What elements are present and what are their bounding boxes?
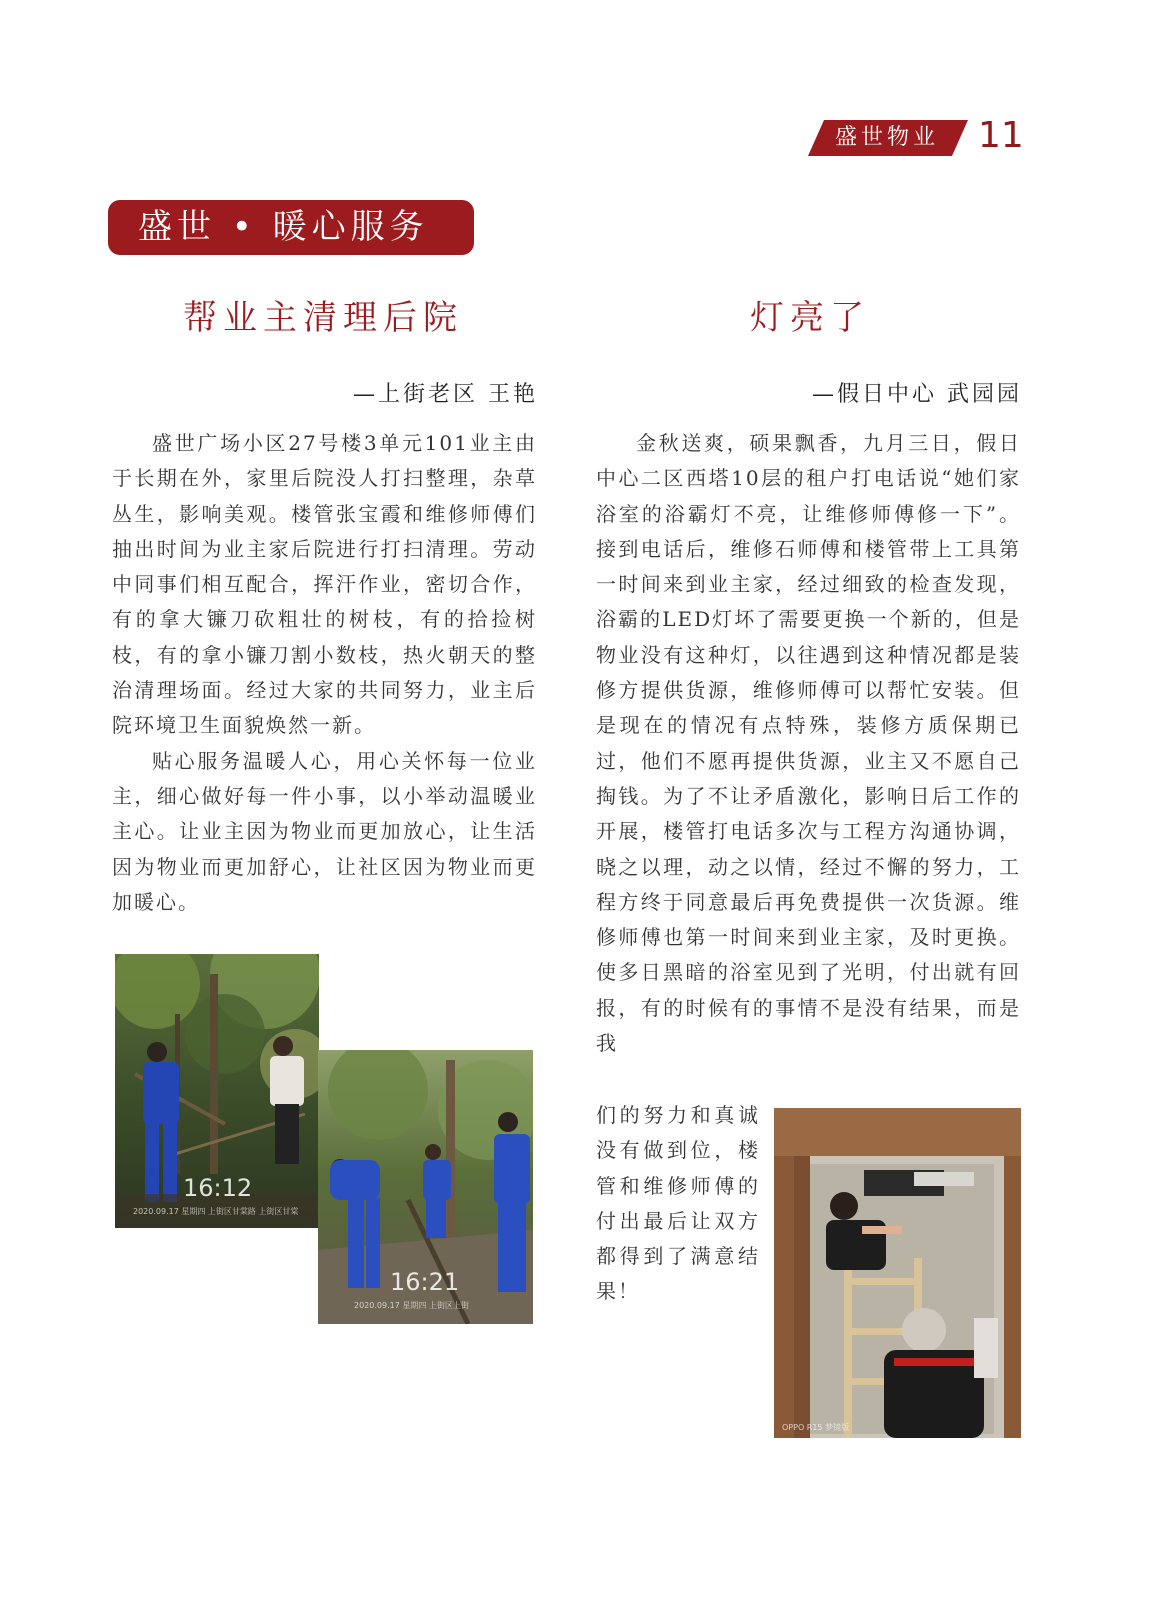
left-article-title: 帮业主清理后院 [183, 298, 463, 338]
section-banner-title: 盛世 • 暖心服务 [138, 207, 429, 247]
photo2-caption: 2020.09.17 星期四 上街区上街 [354, 1301, 469, 1310]
left-article-body [112, 426, 537, 956]
right-paragraph-main: 金秋送爽，硕果飘香，九月三日，假日中心二区西塔10层的租户打电话说“她们家浴室的浴霸灯不亮，让维修师傅修一下”。接到电话后，维修石师傅和楼管带上工具第一时间来到业主家，经过细致的检查发现，浴霸的LED灯坏了需要更换一个新的，但是物业没有这种灯，以往遇到这种情况都是装修方提供货源，维修师傅可以帮忙安装。但是现在的情况有点特殊，装修方质保期已过，他们不愿再提供货源，业主又不愿自己掏钱。为了不让矛盾激化，影响日后工作的开展，楼管打电话多次与工程方沟通协调，晓之以理，动之以情，经过不懈的努力，工程方终于同意最后再免费提供一次货源。维修师傅也第一时间来到业主家，及时更换。使多日黑暗的浴室见到了光明，付出就有回报，有的时候有的事情不是没有结果，而是我 [596, 431, 1021, 1056]
photo1-caption: 2020.09.17 星期四 上街区甘棠路 上街区甘棠 [133, 1207, 299, 1216]
right-paragraph-tail: 们的努力和真诚没有做到位，楼管和维修师傅的付出最后让双方都得到了满意结果！ [596, 1103, 760, 1304]
right-article-body-tail [596, 1098, 760, 1348]
right-article-body [596, 426, 1021, 1102]
right-article-title: 灯亮了 [750, 298, 870, 338]
photo-backyard-cleanup-2 [318, 1050, 533, 1324]
photo1-timestamp: 16:12 [183, 1174, 253, 1202]
photo2-timestamp: 16:21 [390, 1268, 460, 1296]
left-paragraph-1: 盛世广场小区27号楼3单元101业主由于长期在外，家里后院没人打扫整理，杂草丛生，影响美观。楼管张宝霞和维修师傅们抽出时间为业主家后院进行打扫清理。劳动中同事们相互配合，挥汗作业，密切合作，有的拿大镰刀砍粗壮的树枝，有的拾捡树枝，有的拿小镰刀割小数枝，热火朝天的整治清理场面。经过大家的共同努力，业主后院环境卫生面貌焕然一新。 [112, 431, 537, 738]
photo-backyard-cleanup-1 [115, 954, 319, 1228]
header-tag: 盛世物业 [835, 125, 940, 150]
photo-light-repair-image [774, 1108, 1021, 1438]
page-number: 11 [978, 115, 1024, 156]
left-article-byline: —上街老区 王艳 [353, 382, 538, 407]
right-article-byline: —假日中心 武园园 [812, 382, 1022, 407]
photo-light-repair [774, 1108, 1021, 1438]
left-paragraph-2: 贴心服务温暖人心，用心关怀每一位业主，细心做好每一件小事，以小举动温暖业主心。让业主因为物业而更加放心，让生活因为物业而更加舒心，让社区因为物业而更加暖心。 [112, 748, 537, 914]
photo3-caption: OPPO R15 梦镜版 [782, 1423, 850, 1432]
